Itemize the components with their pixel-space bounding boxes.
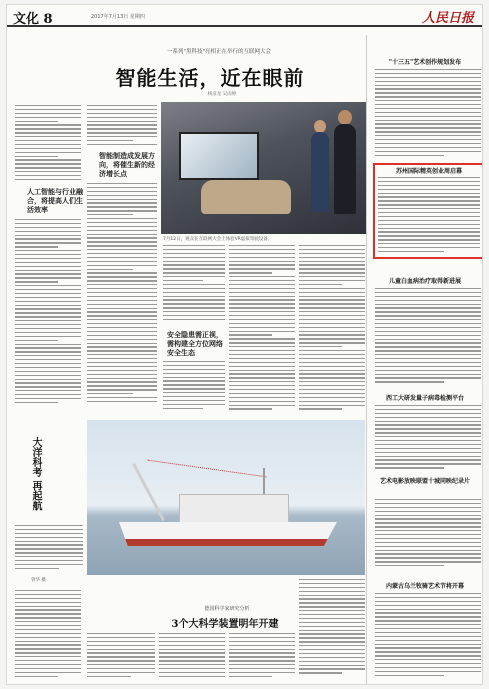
lead-subhead-2: 智能制造成发展方向，将催生新的经济增长点 <box>99 151 155 178</box>
bottom-headline: 3个大科学装置明年开建 <box>171 619 279 630</box>
research-ship-photo <box>87 420 365 575</box>
vr-photo-caption: 7月12日，观众在互联网大会上体验VR虚拟驾驶设备。 <box>163 237 273 242</box>
ship-hull <box>119 522 337 546</box>
lead-byline: 杨彦龙 吴雨婷 <box>207 92 237 97</box>
section-title: 文化 8 <box>13 12 53 27</box>
vr-experience-photo <box>161 102 366 234</box>
bottom-text-col1 <box>15 590 81 682</box>
brief-text-quantum <box>375 405 481 473</box>
lead-subhead-1: 人工智能与行业融合，将提高人们生活效率 <box>27 187 83 214</box>
bottom-text-col5 <box>299 579 365 681</box>
brief-title-quantum: 西工大研发量子病毒检测平台 <box>385 395 464 402</box>
brief-text-suzhou <box>378 177 480 255</box>
visitor-figure <box>334 124 356 214</box>
lead-text-col2 <box>87 105 157 149</box>
ship-cabin <box>179 494 289 524</box>
brief-title-ulanmuqi: 内蒙古乌兰牧骑艺术节将开幕 <box>385 583 464 590</box>
bottom-kicker: 德国科学家研究分析 <box>204 606 250 612</box>
brief-title-art-plan: "十三五"艺术创作规划发布 <box>388 59 462 66</box>
newspaper-logo: 人民日报 <box>421 11 474 26</box>
lead-subhead-3: 安全隐患需正视，需构建全方位网络安全生态 <box>167 330 223 357</box>
display-screen <box>179 132 259 180</box>
page-header <box>7 5 482 27</box>
lead-text-col3b <box>163 361 225 415</box>
brief-text-leukemia <box>375 288 481 388</box>
lead-kicker: 一系列"黑科技"亮相正在举行的互联网大会 <box>166 49 272 55</box>
brief-title-leukemia: 儿童白血病治疗取得新进展 <box>388 278 461 285</box>
brief-text-film <box>375 499 481 573</box>
lead-headline: 智能生活，近在眼前 <box>115 66 305 90</box>
brief-title-film: 艺术电影放映联盟十城同映纪录片 <box>379 478 470 485</box>
ocean-feature-title: 大洋科考 再起航 <box>30 437 41 511</box>
lead-text-col1 <box>15 105 81 185</box>
lead-text-col2b <box>87 183 157 409</box>
issue-date: 2017年7月13日 星期四 <box>91 14 145 20</box>
simulator-seat <box>201 180 291 214</box>
brief-text-art-plan <box>375 69 481 159</box>
bottom-text-col3 <box>159 633 225 681</box>
ocean-text <box>15 525 83 583</box>
ocean-caption: 曾华 摄 <box>31 578 46 583</box>
bottom-text-col2 <box>87 633 155 681</box>
lead-text-col4 <box>229 245 295 415</box>
newspaper-page <box>6 4 483 685</box>
bottom-text-col4 <box>229 633 295 681</box>
brief-text-ulanmuqi <box>375 593 481 681</box>
lead-text-col5 <box>299 245 365 415</box>
lead-text-col1b <box>15 219 81 409</box>
visitor-figure <box>311 132 329 212</box>
brief-title-suzhou: 苏州国际精英创业周启幕 <box>395 168 462 175</box>
